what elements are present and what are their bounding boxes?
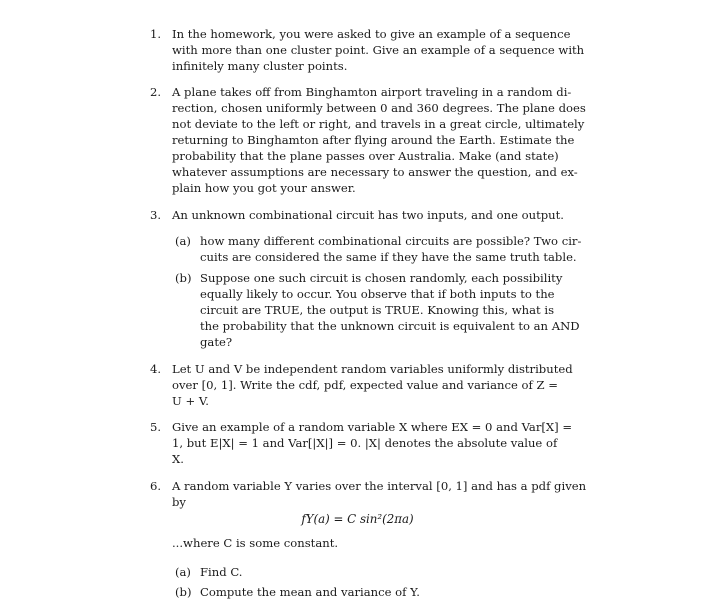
problem-text	[172, 26, 585, 74]
part-text	[200, 270, 580, 350]
text-line: Suppose one such circuit is chosen randomly, each possibility	[200, 271, 563, 285]
text-line: probability that the plane passes over Australia. Make (and state)	[172, 149, 559, 163]
part-text	[200, 564, 567, 580]
part-label: (a)	[175, 565, 191, 579]
problem-number: 4.	[150, 362, 162, 376]
text-line: 1, but E|X| = 1 and Var[|X|] = 0. |X| denotes the absolute value of	[172, 436, 558, 450]
text-line: A random variable Y varies over the interval [0, 1] and has a pdf given	[172, 479, 587, 493]
text-line: circuit are TRUE, the output is TRUE. Knowing this, what is	[200, 303, 555, 317]
problem-number: 6.	[150, 479, 162, 493]
part-text	[200, 233, 582, 265]
part-label: (b)	[175, 585, 192, 599]
text-line: Find C.	[200, 565, 243, 579]
constant-note: ...where C is some constant.	[172, 536, 339, 550]
text-line: with more than one cluster point. Give an example of a sequence with	[172, 43, 585, 57]
text-line: equally likely to occur. You observe that if both inputs to the	[200, 287, 555, 301]
part-label: (b)	[175, 271, 192, 285]
part-label: (a)	[175, 234, 191, 248]
problem-number: 1.	[150, 27, 162, 41]
pdf-equation: fY(a) = C sin²(2πa)	[301, 512, 414, 526]
text-line: cuits are considered the same if they have the same truth table.	[200, 250, 577, 264]
text-line: not deviate to the left or right, and travels in a great circle, ultimately	[172, 117, 585, 131]
problem-text	[172, 207, 567, 223]
problem-text	[172, 419, 573, 467]
text-line: An unknown combinational circuit has two inputs, and one output.	[172, 208, 564, 222]
text-line: whatever assumptions are necessary to answer the question, and ex-	[172, 165, 578, 179]
problem-text	[172, 361, 573, 409]
text-line: U + V.	[172, 394, 209, 408]
text-line: Let U and V be independent random variables uniformly distributed	[172, 362, 573, 376]
text-line: In the homework, you were asked to give an example of a sequence	[172, 27, 571, 41]
text-line: how many different combinational circuits are possible? Two cir-	[200, 234, 582, 248]
text-line: returning to Binghamton after flying around the Earth. Estimate the	[172, 133, 575, 147]
text-line: A plane takes off from Binghamton airport traveling in a random di-	[172, 85, 572, 99]
text-line: over [0, 1]. Write the cdf, pdf, expected value and variance of Z =	[172, 378, 558, 392]
text-line: rection, chosen uniformly between 0 and 360 degrees. The plane does	[172, 101, 586, 115]
text-line: gate?	[200, 335, 233, 349]
problem-text	[172, 84, 586, 196]
text-line: by	[172, 495, 186, 509]
problem-text	[172, 478, 587, 510]
text-line: the probability that the unknown circuit is equivalent to an AND	[200, 319, 580, 333]
text-line: infinitely many cluster points.	[172, 59, 348, 73]
text-line: X.	[172, 452, 184, 466]
text-line: Give an example of a random variable X where EX = 0 and Var[X] =	[172, 420, 573, 434]
text-line: Compute the mean and variance of Y.	[200, 585, 420, 599]
problem-number: 2.	[150, 85, 162, 99]
text-line: plain how you got your answer.	[172, 181, 356, 195]
problem-number: 3.	[150, 208, 162, 222]
problem-number: 5.	[150, 420, 162, 434]
part-text	[200, 584, 567, 600]
